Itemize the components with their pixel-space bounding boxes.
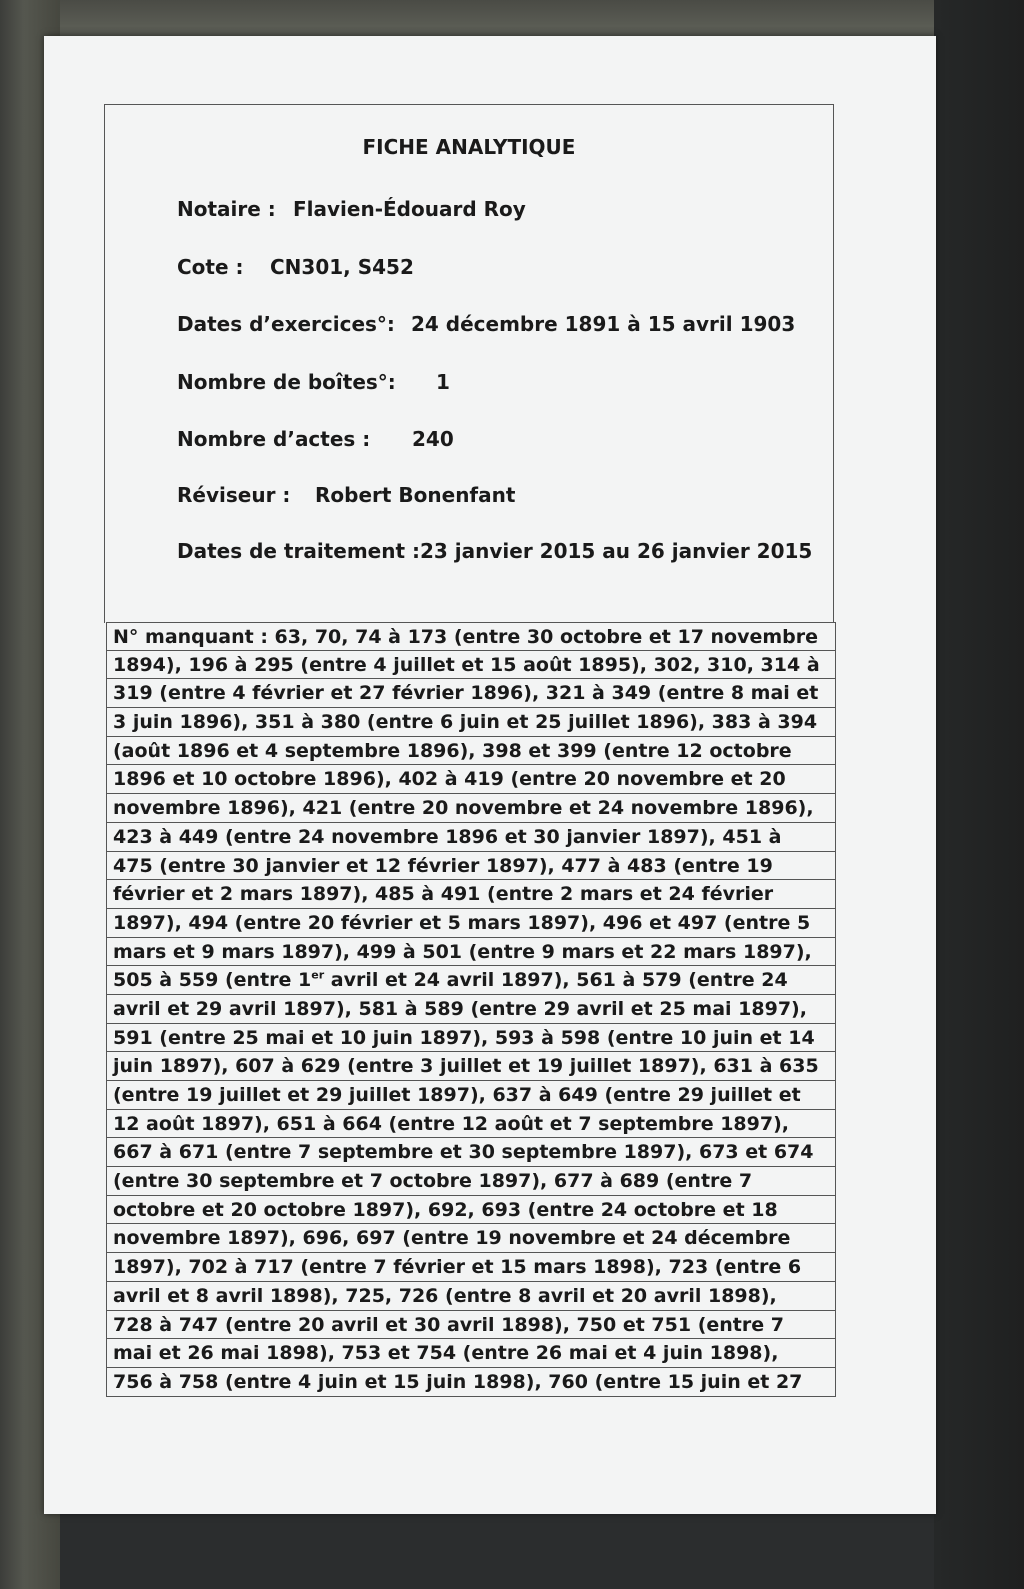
missing-numbers-row: (entre 19 juillet et 29 juillet 1897), 637 à 649 (entre 29 juillet et: [106, 1081, 836, 1110]
missing-numbers-row: mai et 26 mai 1898), 753 et 754 (entre 26 mai et 4 juin 1898),: [106, 1339, 836, 1368]
missing-numbers-row: 319 (entre 4 février et 27 février 1896), 321 à 349 (entre 8 mai et: [106, 679, 836, 708]
missing-numbers-row: 591 (entre 25 mai et 10 juin 1897), 593 à 598 (entre 10 juin et 14: [106, 1024, 836, 1053]
nombre-boites-label: Nombre de boîtes°:: [177, 370, 396, 394]
dates-traitement-label: Dates de traitement :: [177, 539, 420, 563]
missing-numbers-row: 756 à 758 (entre 4 juin et 15 juin 1898), 760 (entre 15 juin et 27: [106, 1368, 836, 1397]
missing-numbers-row: 1897), 494 (entre 20 février et 5 mars 1897), 496 et 497 (entre 5: [106, 909, 836, 938]
notaire-label: Notaire :: [177, 197, 276, 221]
missing-numbers-row: avril et 8 avril 1898), 725, 726 (entre 8 avril et 20 avril 1898),: [106, 1282, 836, 1311]
missing-numbers-row: mars et 9 mars 1897), 499 à 501 (entre 9 mars et 22 mars 1897),: [106, 938, 836, 967]
field-nombre-actes: [177, 427, 454, 451]
nombre-boites-value: 1: [436, 370, 450, 394]
cote-value: CN301, S452: [270, 255, 414, 279]
field-dates-traitement: [177, 539, 813, 563]
missing-numbers-row: novembre 1897), 696, 697 (entre 19 novembre et 24 décembre: [106, 1224, 836, 1253]
missing-numbers-row: avril et 29 avril 1897), 581 à 589 (entre 29 avril et 25 mai 1897),: [106, 995, 836, 1024]
missing-numbers-row: (entre 30 septembre et 7 octobre 1897), 677 à 689 (entre 7: [106, 1167, 836, 1196]
field-notaire: [177, 197, 526, 221]
missing-numbers-row: 1897), 702 à 717 (entre 7 février et 15 mars 1898), 723 (entre 6: [106, 1253, 836, 1282]
nombre-actes-value: 240: [412, 427, 454, 451]
cote-label: Cote :: [177, 255, 244, 279]
document-title: FICHE ANALYTIQUE: [362, 135, 576, 159]
field-dates-exercices: [177, 312, 796, 336]
missing-numbers-row: 475 (entre 30 janvier et 12 février 1897), 477 à 483 (entre 19: [106, 852, 836, 881]
dates-exercices-value: 24 décembre 1891 à 15 avril 1903: [411, 312, 796, 336]
missing-numbers-row: 3 juin 1896), 351 à 380 (entre 6 juin et 25 juillet 1896), 383 à 394: [106, 708, 836, 737]
ordinal-superscript: er: [311, 968, 325, 982]
nombre-actes-label: Nombre d’actes :: [177, 427, 371, 451]
missing-numbers-row: (août 1896 et 4 septembre 1896), 398 et 399 (entre 12 octobre: [106, 737, 836, 766]
missing-numbers-row: juin 1897), 607 à 629 (entre 3 juillet et 19 juillet 1897), 631 à 635: [106, 1052, 836, 1081]
dates-exercices-label: Dates d’exercices°:: [177, 312, 395, 336]
missing-numbers-row: 12 août 1897), 651 à 664 (entre 12 août et 7 septembre 1897),: [106, 1110, 836, 1139]
missing-numbers-row: 667 à 671 (entre 7 septembre et 30 septembre 1897), 673 et 674: [106, 1138, 836, 1167]
field-cote: [177, 255, 414, 279]
missing-numbers-row: février et 2 mars 1897), 485 à 491 (entre 2 mars et 24 février: [106, 880, 836, 909]
dates-traitement-value: 23 janvier 2015 au 26 janvier 2015: [420, 539, 813, 563]
missing-numbers-row: N° manquant : 63, 70, 74 à 173 (entre 30 octobre et 17 novembre: [106, 622, 836, 651]
missing-numbers-row: novembre 1896), 421 (entre 20 novembre et 24 novembre 1896),: [106, 794, 836, 823]
missing-numbers-table: [106, 622, 836, 1397]
background-cloth-right: [934, 0, 1024, 1589]
field-nombre-boites: [177, 370, 450, 394]
document-sheet: [44, 36, 936, 1514]
missing-numbers-text: avril et 24 avril 1897), 561 à 579 (entre 24: [324, 969, 788, 992]
missing-numbers-row: 423 à 449 (entre 24 novembre 1896 et 30 janvier 1897), 451 à: [106, 823, 836, 852]
missing-numbers-row: 728 à 747 (entre 20 avril et 30 avril 1898), 750 et 751 (entre 7: [106, 1311, 836, 1340]
missing-numbers-row: octobre et 20 octobre 1897), 692, 693 (entre 24 octobre et 18: [106, 1196, 836, 1225]
header-box: [104, 104, 834, 623]
missing-numbers-row: 1894), 196 à 295 (entre 4 juillet et 15 août 1895), 302, 310, 314 à: [106, 651, 836, 680]
field-reviseur: [177, 483, 516, 507]
missing-numbers-row: [106, 966, 836, 995]
missing-numbers-row: 1896 et 10 octobre 1896), 402 à 419 (entre 20 novembre et 20: [106, 765, 836, 794]
notaire-value: Flavien-Édouard Roy: [293, 197, 526, 221]
missing-numbers-text: 505 à 559 (entre 1: [113, 969, 312, 992]
reviseur-value: Robert Bonenfant: [315, 483, 516, 507]
reviseur-label: Réviseur :: [177, 483, 291, 507]
